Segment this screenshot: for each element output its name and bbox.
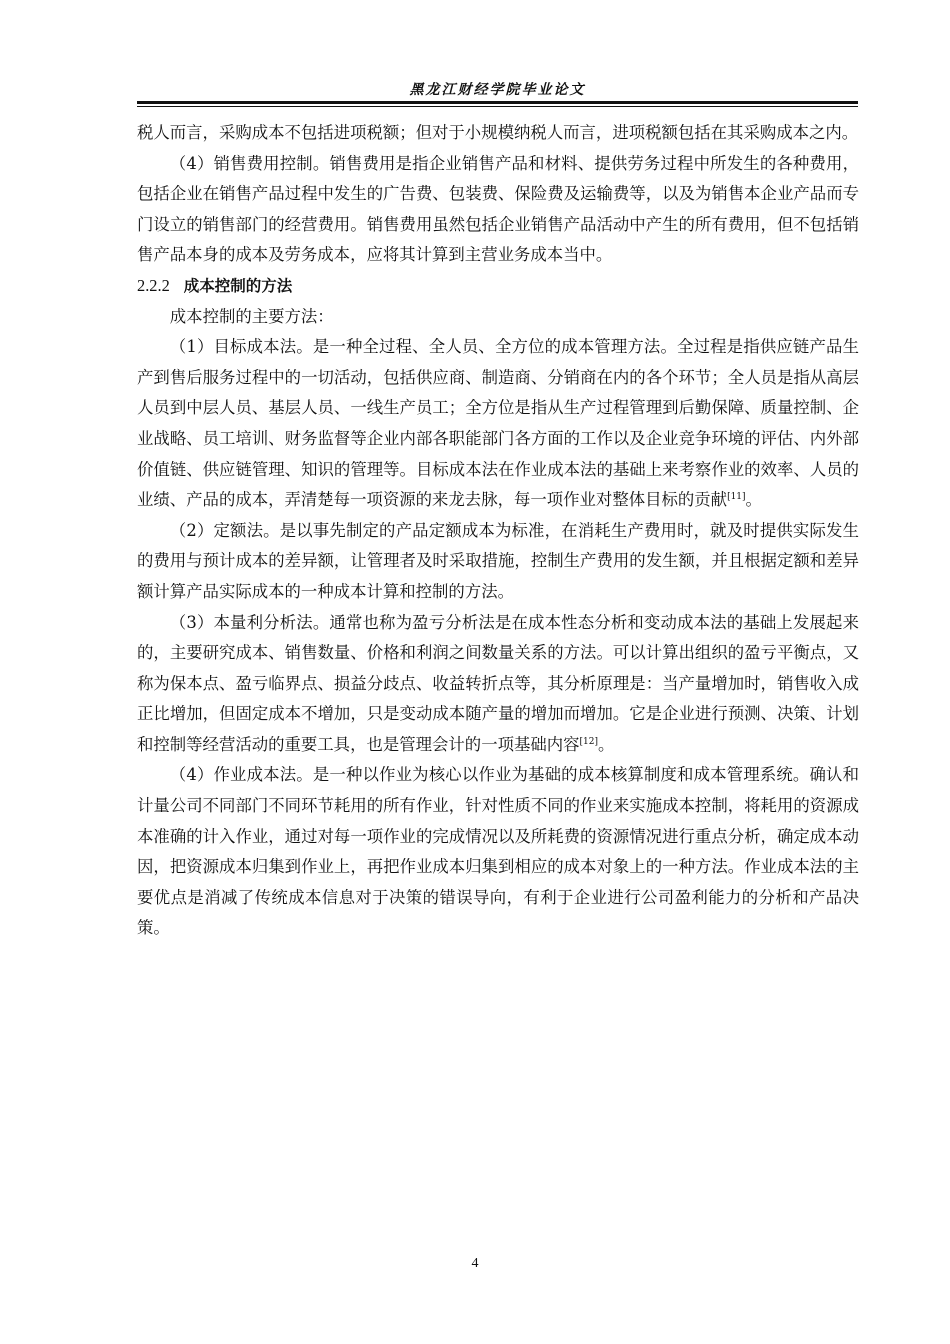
paragraph-methods-intro: 成本控制的主要方法： <box>169 306 334 326</box>
page-number: 4 <box>471 1256 479 1271</box>
section-title: 成本控制的方法 <box>183 276 293 295</box>
paragraph-target-costing-text: （1）目标成本法。是一种全过程、全人员、全方位的成本管理方法。全过程是指供应链产品生产到售后服务过程中的一切活动，包括供应商、制造商、分销商在内的各个环节；全人员是指从高层人员到中层人员、基层人员、一线生产员工；全方位是指从生产过程管理到后勤保障、质量控制、企业战略、员工培训、财务监督等企业内部各职能部门各方面的工作以及企业竞争环境的评估、内外部价值链、供应链管理、知识的管理等。目标成本法在作业成本法的基础上来考察作业的效率、人员的业绩、产品的成本，弄清楚每一项资源的来龙去脉，每一项作业对整体目标的贡献 <box>137 337 859 510</box>
citation-ref-12: [12] <box>579 736 599 747</box>
header-rule-thick <box>137 101 858 104</box>
citation-ref-11: [11] <box>727 492 746 503</box>
paragraph-continuation: 税人而言，采购成本不包括进项税额；但对于小规模纳税人而言，进项税额包括在其采购成本之内。 <box>137 123 859 142</box>
paragraph-selling-expense: （4）销售费用控制。销售费用是指企业销售产品和材料、提供劳务过程中所发生的各种费用，包括企业在销售产品过程中发生的广告费、包装费、保险费及运输费等，以及为销售本企业产品而专门设立的销售部门的经营费用。销售费用虽然包括企业销售产品活动中产生的所有费用，但不包括销售产品本身的成本及劳务成本，应将其计算到主营业务成本当中。 <box>137 153 859 265</box>
header-rule-thin <box>137 106 858 107</box>
paragraph-cvp-analysis <box>137 608 859 761</box>
paragraph-target-costing <box>137 332 859 516</box>
paragraph-activity-based-costing: （4）作业成本法。是一种以作业为核心以作业为基础的成本核算制度和成本管理系统。确认和计量公司不同部门不同环节耗用的所有作业，针对性质不同的作业来实施成本控制，将耗用的资源成本准确的计入作业，通过对每一项作业的完成情况以及所耗费的资源情况进行重点分析，确定成本动因，把资源成本归集到作业上，再把作业成本归集到相应的成本对象上的一种方法。作业成本法的主要优点是消减了传统成本信息对于决策的错误导向，有利于企业进行公司盈利能力的分析和产品决策。 <box>137 765 859 938</box>
body-text <box>137 118 859 944</box>
paragraph-cvp-analysis-text: （3）本量利分析法。通常也称为盈亏分析法是在成本性态分析和变动成本法的基础上发展起来的，主要研究成本、销售数量、价格和利润之间数量关系的方法。可以计算出组织的盈亏平衡点，又称为保本点、盈亏临界点、损益分歧点、收益转折点等，其分析原理是：当产量增加时，销售收入成正比增加，但固定成本不增加，只是变动成本随产量的增加而增加。它是企业进行预测、决策、计划和控制等经营活动的重要工具，也是管理会计的一项基础内容 <box>137 612 859 754</box>
running-header: 黑龙江财经学院毕业论文 <box>409 82 586 98</box>
paragraph-cvp-analysis-end: 。 <box>598 734 615 754</box>
section-heading <box>137 271 859 302</box>
paragraph-target-costing-end: 。 <box>745 490 762 510</box>
paragraph-quota-method: （2）定额法。是以事先制定的产品定额成本为标准，在消耗生产费用时，就及时提供实际发生的费用与预计成本的差异额，让管理者及时采取措施，控制生产费用的发生额，并且根据定额和差异额计算产品实际成本的一种成本计算和控制的方法。 <box>137 520 859 601</box>
section-number: 2.2.2 <box>137 275 170 295</box>
